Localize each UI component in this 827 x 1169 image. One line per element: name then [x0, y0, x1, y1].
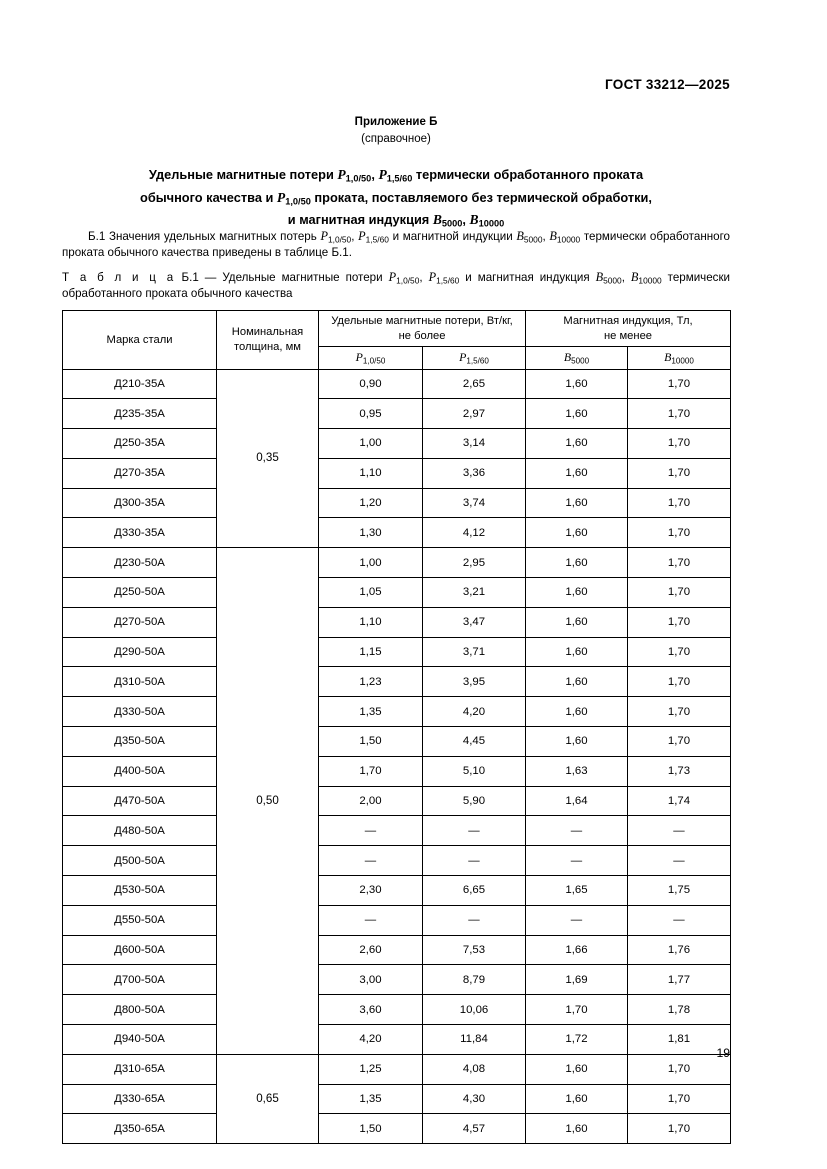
table-row: [63, 1025, 731, 1055]
cell-b-10000: —: [628, 816, 731, 846]
symbol-b-10000: $B_{10000}$: [630, 270, 662, 286]
cell-p-1560: —: [423, 905, 526, 935]
table-row: [63, 816, 731, 846]
table-row: [63, 965, 731, 995]
cell-b-5000: —: [526, 905, 628, 935]
cell-p-1050: 1,35: [319, 1084, 423, 1114]
cell-p-1560: 4,45: [423, 727, 526, 757]
table-row: [63, 1114, 731, 1144]
cell-b-5000: 1,60: [526, 607, 628, 637]
cell-p-1560: 4,30: [423, 1084, 526, 1114]
clause-b1-paragraph: Б.1 Значения удельных магнитных потерь $P_{1,0/50}$, $P_{1,5/60}$ и магнитной индукции $B_{5000}$, $B_{10000}$ термически обработанного проката обычного качества приведены в таблице Б.1.: [62, 229, 730, 259]
symbol-p-1050: $P_{1,0/50}$: [320, 229, 352, 245]
cell-p-1560: 3,14: [423, 429, 526, 459]
cell-p-1560: 5,10: [423, 756, 526, 786]
cell-b-10000: 1,70: [628, 607, 731, 637]
annex-heading-line-3: и магнитная индукция $B_{5000}$, $B_{10000}$: [287, 212, 505, 229]
symbol-b-5000: $B_{5000}$: [516, 229, 543, 245]
cell-b-10000: 1,76: [628, 935, 731, 965]
cell-nominal-thickness: 0,35: [217, 369, 319, 548]
cell-p-1050: 4,20: [319, 1025, 423, 1055]
cell-p-1050: 0,90: [319, 369, 423, 399]
cell-steel-grade: Д235-35А: [63, 399, 217, 429]
cell-b-5000: 1,60: [526, 637, 628, 667]
cell-steel-grade: Д310-65А: [63, 1054, 217, 1084]
cell-b-5000: 1,60: [526, 667, 628, 697]
annex-heading-line-1: Удельные магнитные потери $P_{1,0/50}$, $P_{1,5/60}$ термически обработанного проката: [148, 167, 644, 184]
cell-steel-grade: Д550-50А: [63, 905, 217, 935]
table-row: [63, 488, 731, 518]
cell-b-10000: 1,77: [628, 965, 731, 995]
col-header-losses-group: Удельные магнитные потери, Вт/кг, не более: [319, 311, 526, 347]
col-header-p-1560: $P_{1,5/60}$: [423, 347, 526, 370]
table-row: [63, 458, 731, 488]
table-row: [63, 1054, 731, 1084]
cell-p-1050: 1,00: [319, 429, 423, 459]
cell-b-10000: 1,70: [628, 727, 731, 757]
cell-p-1560: 3,21: [423, 578, 526, 608]
cell-steel-grade: Д230-50А: [63, 548, 217, 578]
table-row: [63, 637, 731, 667]
symbol-b-10000: $B_{10000}$: [469, 212, 505, 229]
table-row: [63, 876, 731, 906]
cell-steel-grade: Д700-50А: [63, 965, 217, 995]
cell-b-10000: 1,70: [628, 488, 731, 518]
annex-name: Приложение Б: [354, 116, 438, 128]
cell-b-10000: 1,70: [628, 458, 731, 488]
table-body: [63, 369, 731, 1144]
cell-p-1050: 1,50: [319, 727, 423, 757]
cell-p-1050: 1,00: [319, 548, 423, 578]
annex-heading-line-2: обычного качества и $P_{1,0/50}$ проката, поставляемого без термической обработки,: [140, 189, 652, 207]
cell-b-5000: 1,60: [526, 399, 628, 429]
cell-p-1560: —: [423, 816, 526, 846]
cell-p-1050: 2,00: [319, 786, 423, 816]
cell-steel-grade: Д250-50А: [63, 578, 217, 608]
symbol-p-1560: $P_{1,5/60}$: [378, 167, 413, 184]
cell-steel-grade: Д300-35А: [63, 488, 217, 518]
table-row: [63, 727, 731, 757]
cell-p-1560: 3,74: [423, 488, 526, 518]
cell-p-1050: 1,30: [319, 518, 423, 548]
cell-steel-grade: Д330-35А: [63, 518, 217, 548]
cell-steel-grade: Д330-50А: [63, 697, 217, 727]
cell-b-5000: —: [526, 816, 628, 846]
cell-b-10000: 1,78: [628, 995, 731, 1025]
cell-b-10000: 1,70: [628, 697, 731, 727]
symbol-p-1050: $P_{1,0/50}$: [388, 270, 420, 286]
symbol-p-1050-alt: $P_{1,0/50}$: [276, 189, 311, 207]
document-standard-id: ГОСТ 33212—2025: [605, 77, 730, 92]
cell-b-10000: 1,70: [628, 548, 731, 578]
cell-p-1050: 1,70: [319, 756, 423, 786]
cell-p-1560: 2,97: [423, 399, 526, 429]
cell-b-5000: 1,70: [526, 995, 628, 1025]
magnetic-properties-table: [62, 310, 731, 1144]
table-row: [63, 369, 731, 399]
cell-steel-grade: Д350-65А: [63, 1114, 217, 1144]
cell-p-1050: 1,20: [319, 488, 423, 518]
annex-kind: (справочное): [361, 133, 431, 145]
cell-b-10000: 1,70: [628, 578, 731, 608]
cell-b-5000: 1,60: [526, 429, 628, 459]
cell-steel-grade: Д270-35А: [63, 458, 217, 488]
cell-p-1560: 8,79: [423, 965, 526, 995]
cell-p-1050: 1,15: [319, 637, 423, 667]
table-row: [63, 607, 731, 637]
cell-b-10000: 1,70: [628, 1084, 731, 1114]
symbol-p-1050: $P_{1,0/50}$: [337, 167, 372, 184]
cell-p-1560: 3,95: [423, 667, 526, 697]
table-row: [63, 935, 731, 965]
cell-b-10000: 1,70: [628, 1054, 731, 1084]
cell-b-10000: —: [628, 905, 731, 935]
cell-p-1050: 2,60: [319, 935, 423, 965]
magnetic-properties-table-wrapper: [62, 310, 730, 1144]
cell-p-1050: 1,35: [319, 697, 423, 727]
cell-b-10000: 1,70: [628, 429, 731, 459]
cell-p-1050: 2,30: [319, 876, 423, 906]
cell-p-1050: 1,05: [319, 578, 423, 608]
cell-b-5000: 1,65: [526, 876, 628, 906]
cell-b-5000: 1,60: [526, 697, 628, 727]
cell-p-1560: —: [423, 846, 526, 876]
symbol-b-5000: $B_{5000}$: [432, 212, 463, 229]
cell-p-1560: 3,47: [423, 607, 526, 637]
col-header-b-5000: $B_{5000}$: [526, 347, 628, 370]
cell-steel-grade: Д600-50А: [63, 935, 217, 965]
table-row: [63, 786, 731, 816]
cell-b-5000: 1,66: [526, 935, 628, 965]
cell-b-10000: 1,74: [628, 786, 731, 816]
cell-b-5000: 1,63: [526, 756, 628, 786]
cell-steel-grade: Д270-50А: [63, 607, 217, 637]
cell-p-1560: 2,95: [423, 548, 526, 578]
cell-b-10000: 1,73: [628, 756, 731, 786]
cell-steel-grade: Д210-35А: [63, 369, 217, 399]
table-caption: Т а б л и ц а Б.1 — Удельные магнитные потери $P_{1,0/50}$, $P_{1,5/60}$ и магнитная индукция $B_{5000}$, $B_{10000}$ термически обработанного проката обычного качества: [62, 270, 731, 300]
cell-b-10000: 1,70: [628, 369, 731, 399]
cell-p-1560: 7,53: [423, 935, 526, 965]
table-row: [63, 667, 731, 697]
cell-p-1050: 3,60: [319, 995, 423, 1025]
table-row: [63, 995, 731, 1025]
cell-b-10000: 1,81: [628, 1025, 731, 1055]
cell-p-1560: 4,08: [423, 1054, 526, 1084]
cell-steel-grade: Д350-50А: [63, 727, 217, 757]
cell-p-1560: 2,65: [423, 369, 526, 399]
cell-b-5000: 1,60: [526, 1054, 628, 1084]
cell-p-1050: 1,10: [319, 607, 423, 637]
cell-b-5000: 1,72: [526, 1025, 628, 1055]
col-header-b-10000: $B_{10000}$: [628, 347, 731, 370]
table-row: [63, 548, 731, 578]
table-header-row-1: [63, 311, 731, 347]
cell-b-10000: 1,70: [628, 399, 731, 429]
cell-p-1560: 6,65: [423, 876, 526, 906]
cell-steel-grade: Д290-50А: [63, 637, 217, 667]
table-row: [63, 905, 731, 935]
cell-b-10000: 1,70: [628, 1114, 731, 1144]
cell-b-10000: —: [628, 846, 731, 876]
cell-b-10000: 1,70: [628, 637, 731, 667]
table-caption-label: Т а б л и ц а: [62, 271, 176, 284]
cell-b-5000: 1,60: [526, 458, 628, 488]
cell-p-1560: 10,06: [423, 995, 526, 1025]
table-row: [63, 518, 731, 548]
table-row: [63, 756, 731, 786]
cell-b-5000: 1,64: [526, 786, 628, 816]
cell-p-1560: 3,36: [423, 458, 526, 488]
cell-p-1050: 1,10: [319, 458, 423, 488]
cell-steel-grade: Д500-50А: [63, 846, 217, 876]
cell-steel-grade: Д250-35А: [63, 429, 217, 459]
cell-steel-grade: Д400-50А: [63, 756, 217, 786]
table-row: [63, 697, 731, 727]
col-header-induction-group: Магнитная индукция, Тл, не менее: [526, 311, 731, 347]
table-row: [63, 578, 731, 608]
annex-heading: [62, 164, 730, 232]
annex-title-block: [62, 114, 730, 232]
symbol-b-5000: $B_{5000}$: [595, 270, 622, 286]
cell-p-1050: —: [319, 905, 423, 935]
symbol-p-1560: $P_{1,5/60}$: [428, 270, 460, 286]
cell-b-10000: 1,70: [628, 518, 731, 548]
cell-b-5000: 1,60: [526, 369, 628, 399]
cell-p-1050: 0,95: [319, 399, 423, 429]
cell-b-5000: 1,60: [526, 727, 628, 757]
cell-p-1050: 3,00: [319, 965, 423, 995]
table-row: [63, 399, 731, 429]
cell-b-5000: 1,60: [526, 1084, 628, 1114]
table-head: [63, 311, 731, 370]
cell-steel-grade: Д800-50А: [63, 995, 217, 1025]
cell-b-5000: 1,60: [526, 518, 628, 548]
cell-b-5000: 1,60: [526, 1114, 628, 1144]
cell-b-5000: —: [526, 846, 628, 876]
table-row: [63, 429, 731, 459]
cell-p-1050: 1,25: [319, 1054, 423, 1084]
page-number: 19: [716, 1046, 730, 1060]
cell-b-10000: 1,70: [628, 667, 731, 697]
cell-p-1050: —: [319, 816, 423, 846]
cell-p-1050: 1,50: [319, 1114, 423, 1144]
cell-steel-grade: Д470-50А: [63, 786, 217, 816]
cell-b-5000: 1,60: [526, 548, 628, 578]
cell-p-1560: 5,90: [423, 786, 526, 816]
cell-b-5000: 1,60: [526, 488, 628, 518]
cell-p-1560: 4,12: [423, 518, 526, 548]
cell-p-1560: 3,71: [423, 637, 526, 667]
table-row: [63, 1084, 731, 1114]
col-header-thickness: Номинальная толщина, мм: [217, 311, 319, 370]
cell-p-1050: 1,23: [319, 667, 423, 697]
cell-b-5000: 1,69: [526, 965, 628, 995]
col-header-grade: Марка стали: [63, 311, 217, 370]
cell-steel-grade: Д310-50А: [63, 667, 217, 697]
col-header-p-1050: $P_{1,0/50}$: [319, 347, 423, 370]
table-row: [63, 846, 731, 876]
cell-steel-grade: Д530-50А: [63, 876, 217, 906]
cell-nominal-thickness: 0,50: [217, 548, 319, 1055]
cell-nominal-thickness: 0,65: [217, 1054, 319, 1143]
cell-b-5000: 1,60: [526, 578, 628, 608]
cell-b-10000: 1,75: [628, 876, 731, 906]
cell-steel-grade: Д940-50А: [63, 1025, 217, 1055]
cell-steel-grade: Д480-50А: [63, 816, 217, 846]
cell-p-1050: —: [319, 846, 423, 876]
cell-p-1560: 11,84: [423, 1025, 526, 1055]
cell-p-1560: 4,20: [423, 697, 526, 727]
cell-steel-grade: Д330-65А: [63, 1084, 217, 1114]
cell-p-1560: 4,57: [423, 1114, 526, 1144]
symbol-p-1560: $P_{1,5/60}$: [358, 229, 389, 245]
symbol-b-10000: $B_{10000}$: [549, 229, 581, 245]
